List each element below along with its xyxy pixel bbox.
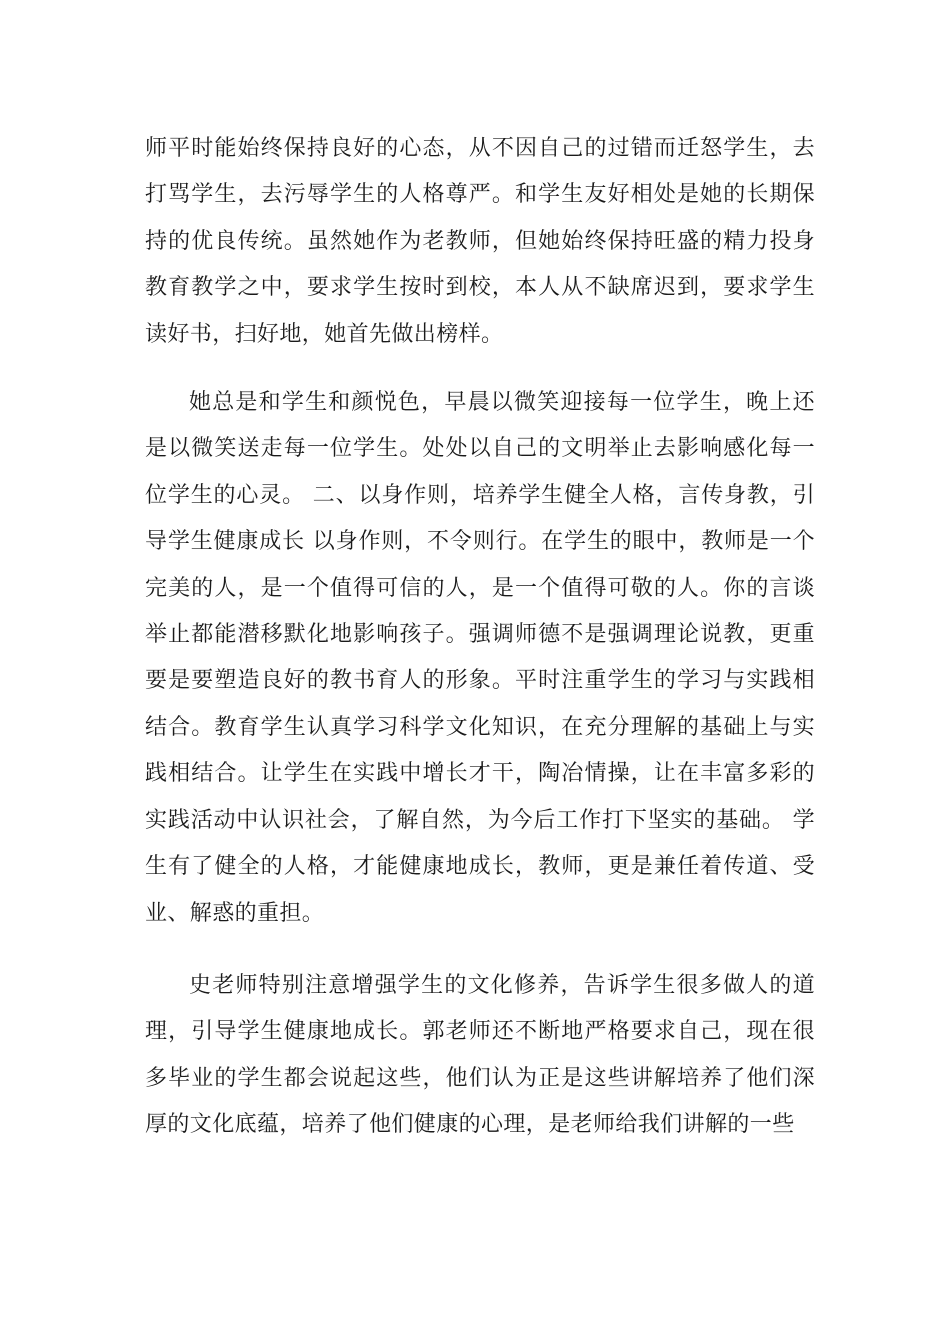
- paragraph-character-education: 她总是和学生和颜悦色，早晨以微笑迎接每一位学生，晚上还是以微笑送走每一位学生。处处以自己的文明举止去影响感化每一位学生的心灵。 二、以身作则，培养学生健全人格，言传身教，引导学生健康成长 以身作则，不令则行。在学生的眼中，教师是一个完美的人，是一个值得可信的人，是一个值得可敬的人。你的言谈举止都能潜移默化地影响孩子。强调师德不是强调理论说教，更重要是要塑造良好的教书育人的形象。平时注重学生的学习与实践相结合。教育学生认真学习科学文化知识，在充分理解的基础上与实践相结合。让学生在实践中增长才干，陶冶情操，让在丰富多彩的实践活动中认识社会，了解自然，为今后工作打下坚实的基础。 学生有了健全的人格，才能健康地成长，教师，更是兼任着传道、受业、解惑的重担。: [145, 390, 815, 926]
- document-body: [145, 126, 815, 1149]
- paragraph-continuation: 师平时能始终保持良好的心态，从不因自己的过错而迁怒学生，去打骂学生，去污辱学生的人格尊严。和学生友好相处是她的长期保持的优良传统。虽然她作为老教师，但她始终保持旺盛的精力投身教育教学之中，要求学生按时到校，本人从不缺席迟到，要求学生读好书，扫好地，她首先做出榜样。: [145, 136, 815, 347]
- paragraph-cultural-cultivation: 史老师特别注意增强学生的文化修养，告诉学生很多做人的道理，引导学生健康地成长。郭老师还不断地严格要求自己，现在很多毕业的学生都会说起这些，他们认为正是这些讲解培养了他们深厚的文化底蕴，培养了他们健康的心理，是老师给我们讲解的一些: [145, 972, 815, 1138]
